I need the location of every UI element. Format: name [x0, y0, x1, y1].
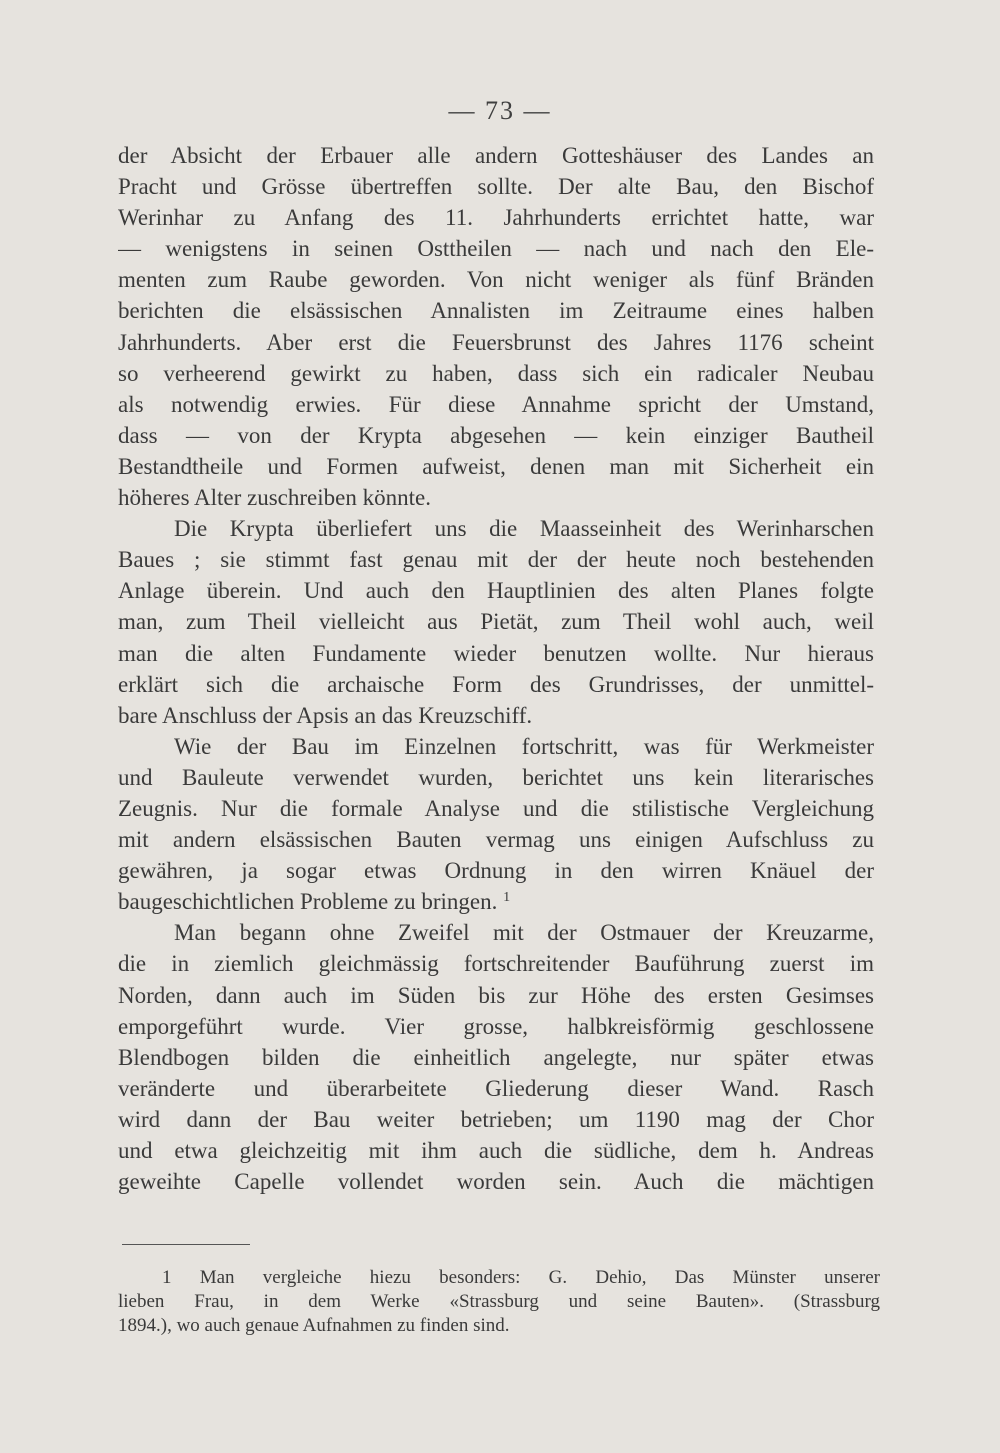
text-line: höheres Alter zuschreiben könnte.	[118, 485, 431, 511]
text-line: Norden, dann auch im Süden bis zur Höhe des ersten Gesimses	[118, 982, 874, 1008]
text-line: wird dann der Bau weiter betrieben; um 1190 mag der Chor	[118, 1106, 874, 1132]
text-line: die in ziemlich gleichmässig fortschreitender Bauführung zuerst im	[118, 951, 874, 977]
footnote	[118, 1266, 880, 1338]
text-line: Zeugnis. Nur die formale Analyse und die stilistische Vergleichung	[118, 795, 874, 821]
text-line: bare Anschluss der Apsis an das Kreuzschiff.	[118, 702, 533, 728]
footnote-marker: 1	[162, 1267, 172, 1288]
text-line: gewähren, ja sogar etwas Ordnung in den wirren Knäuel der	[118, 858, 874, 884]
text-line: geweihte Capelle vollendet worden sein. Auch die mächtigen	[118, 1169, 874, 1195]
footnote-line	[118, 1266, 880, 1290]
text-line: der Absicht der Erbauer alle andern Gotteshäuser des Landes an	[118, 143, 874, 168]
text-line: und Bauleute verwendet wurden, berichtet uns kein literarisches	[118, 764, 874, 790]
text-line: man die alten Fundamente wieder benutzen wollte. Nur hieraus	[118, 640, 874, 666]
text-line: Baues ; sie stimmt fast genau mit der der heute noch bestehenden	[118, 547, 874, 573]
text-line: Die Krypta überliefert uns die Maasseinheit des Werinharschen	[174, 516, 874, 542]
footnote-text: Man vergleiche hiezu besonders: G. Dehio, Das Münster unserer	[199, 1267, 881, 1288]
text-line: Wie der Bau im Einzelnen fortschritt, was für Werkmeister	[174, 733, 874, 759]
text-line: mit andern elsässischen Bauten vermag uns einigen Aufschluss zu	[118, 827, 874, 853]
text-line: emporgeführt wurde. Vier grosse, halbkreisförmig geschlossene	[118, 1013, 874, 1039]
text-line: veränderte und überarbeitete Gliederung dieser Wand. Rasch	[118, 1075, 874, 1101]
paragraph-4	[118, 917, 874, 1197]
text-line: Bestandtheile und Formen aufweist, denen man mit Sicherheit ein	[118, 453, 874, 479]
text-line: Blendbogen bilden die einheitlich angelegte, nur später etwas	[118, 1044, 874, 1070]
paragraph-3	[118, 731, 874, 918]
text-line: Pracht und Grösse übertreffen sollte. Der alte Bau, den Bischof	[118, 174, 874, 200]
text-line: man, zum Theil vielleicht aus Pietät, zum Theil wohl auch, weil	[118, 609, 874, 635]
text-line: menten zum Raube geworden. Von nicht weniger als fünf Bränden	[118, 267, 874, 293]
paragraph-2	[118, 513, 874, 731]
text-line: und etwa gleichzeitig mit ihm auch die südliche, dem h. Andreas	[118, 1138, 874, 1163]
text-line: erklärt sich die archaische Form des Grundrisses, der unmittel-	[118, 671, 874, 697]
paragraph-1	[118, 140, 874, 513]
text-line: Anlage überein. Und auch den Hauptlinien des alten Planes folgte	[118, 578, 874, 604]
footnote-line: lieben Frau, in dem Werke «Strassburg und seine Bauten». (Strassburg	[118, 1291, 880, 1312]
text-line: Jahrhunderts. Aber erst die Feuersbrunst des Jahres 1176 scheint	[118, 329, 874, 355]
text-line: Werinhar zu Anfang des 11. Jahrhunderts errichtet hatte, war	[118, 205, 874, 231]
footnote-divider	[122, 1244, 250, 1245]
text-line: als notwendig erwies. Für diese Annahme spricht der Umstand,	[118, 391, 874, 417]
body-text	[118, 140, 874, 1197]
text-line: so verheerend gewirkt zu haben, dass sich ein radicaler Neubau	[118, 360, 874, 386]
page-number: — 73 —	[448, 96, 552, 125]
text-line: baugeschichtlichen Probleme zu bringen.	[118, 889, 498, 915]
footnote-reference[interactable]: 1	[503, 890, 511, 906]
text-line: — wenigstens in seinen Osttheilen — nach und nach den Ele-	[118, 236, 874, 262]
text-line-with-footnote	[118, 886, 874, 917]
text-line: dass — von der Krypta abgesehen — kein einziger Bautheil	[118, 422, 874, 448]
text-line: berichten die elsässischen Annalisten im Zeitraume eines halben	[118, 298, 874, 324]
footnote-line: 1894.), wo auch genaue Aufnahmen zu finden sind.	[118, 1315, 510, 1336]
text-line: Man begann ohne Zweifel mit der Ostmauer der Kreuzarme,	[174, 920, 874, 946]
